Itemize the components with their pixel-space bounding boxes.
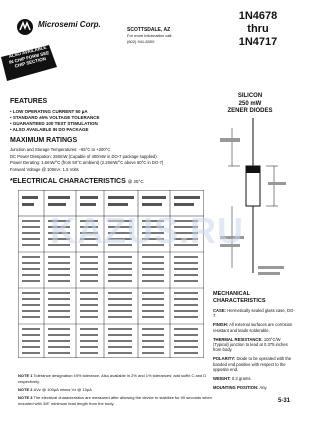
mechanical-heading: MECHANICAL CHARACTERISTICS [213,291,266,304]
mech-weight: WEIGHT: 0.3 grams. [213,376,252,382]
mech-finish: FINISH: All external surfaces are corrosion resistant and leads solderable. [213,322,293,333]
feature-item: • ALSO AVAILABLE IN DO PACKAGE [10,127,89,132]
location-block [127,27,172,45]
part-number-start: 1N4678 [238,10,278,22]
mechanical-details [213,308,295,394]
rating-line: Junction and Storage Temperatures: −65°C to +200°C [10,147,111,152]
max-ratings-text [10,147,210,173]
part-number-block [232,10,284,49]
product-subtitle [210,93,290,116]
note-2: NOTE 2 ΔVz @ 100µA minus Vz @ 10µA [18,387,92,392]
badge-text: ALSO AVAILABLE IN CHIP FORM SEE CHIP SECTION [8,44,50,69]
notes-section [18,373,228,409]
location-sub-2: (602) 941-6300 [127,39,155,44]
location-sub-1: For more information call: [127,33,173,38]
subtitle-line-2: 250 mW [238,100,262,107]
rating-line: Forward Voltage @ 100mA: 1.5 Volts [10,166,79,172]
rating-line: DC Power Dissipation: 250mW (Capable of 400mW in DO-7 package supplied) [10,153,157,159]
features-heading: FEATURES [10,98,48,105]
watermark: KAZUS.RU [50,210,244,251]
mech-case: CASE: Hermetically sealed glass case, DO-7. [213,308,295,319]
mech-mounting: MOUNTING POSITION: Any. [213,385,268,391]
company-name: Microsemi Corp. [38,20,101,29]
note-1: NOTE 1 Tolerance designation ±5% tolerance. Also available in 2% and 1% tolerances; add suffix C and D respectively. [18,373,207,384]
part-number-end: 1N4717 [238,36,278,48]
location: SCOTTSDALE, AZ [127,27,171,33]
feature-item: • STANDARD ±5% VOLTAGE TOLERANCE [10,115,100,120]
company-logo-icon [16,18,34,36]
electrical-heading: *ELECTRICAL CHARACTERISTICS @ 25°C [10,178,144,185]
subtitle-line-3: ZENER DIODES [227,108,273,114]
features-list [10,109,99,133]
part-number-thru: thru [247,23,269,35]
mech-polarity: POLARITY: Diode to be operated with the banded end positive with respect to the opposite end. [213,356,292,372]
rating-line: Power Derating: 1.6mW/°C (from 50°C ambient) (2.26mW/°C above 50°C in DO-7) [10,160,164,165]
feature-item: • GUARANTEED 100 TEST STIMULATION [10,121,98,126]
chip-form-badge [1,45,57,81]
feature-item: • LOW OPERATING CURRENT 50 µA [10,109,88,114]
note-3: NOTE 3 The electrical characteristics are measured after allowing the device to stabilize for 90 seconds when mounted with 3/8" minimum lead length from the body. [18,395,212,406]
diode-package-diagram [218,118,288,278]
subtitle-line-1: SILICON [237,93,263,99]
max-ratings-heading: MAXIMUM RATINGS [10,137,78,144]
mech-thermal: THERMAL RESISTANCE: 100°C/W (Typical) junction to lead at 0.375 inches from body. [213,336,288,353]
page-number: 5-31 [278,398,291,404]
